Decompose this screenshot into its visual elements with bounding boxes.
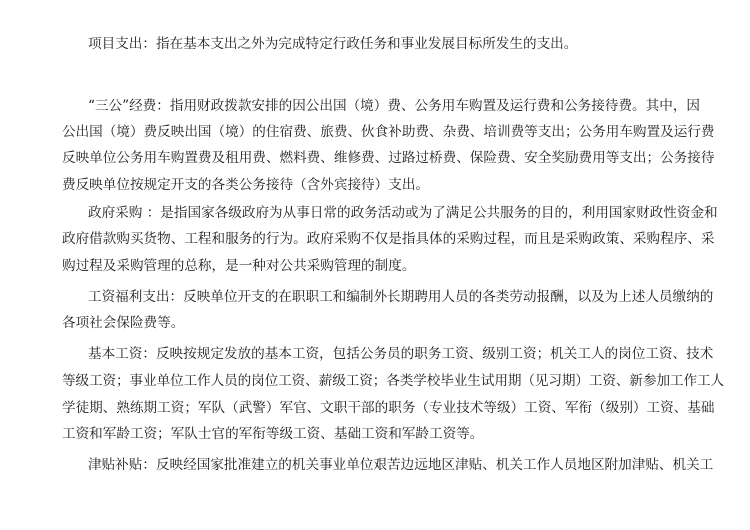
text-line: 购过程及采购管理的总称，是一种对公共采购管理的制度。 bbox=[62, 258, 416, 274]
text-line: 项目支出：指在基本支出之外为完成特定行政任务和事业发展目标所发生的支出。 bbox=[88, 36, 578, 52]
text-line: 等级工资；事业单位工作人员的岗位工资、薪级工资；各类学校毕业生试用期（见习期）工资、新参加工作工人 bbox=[62, 373, 725, 389]
text-line: 工资和军龄工资；军队士官的军衔等级工资、基础工资和军龄工资等。 bbox=[62, 426, 484, 442]
text-line: 津贴补贴：反映经国家批准建立的机关事业单位艰苦边远地区津贴、机关工作人员地区附加津贴、机关工 bbox=[88, 457, 714, 473]
text-line: 工资福利支出：反映单位开支的在职职工和编制外长期聘用人员的各类劳动报酬，以及为上述人员缴纳的 bbox=[88, 289, 714, 305]
text-line: 各项社会保险费等。 bbox=[62, 315, 185, 331]
text-line: “三公”经费：指用财政拨款安排的因公出国（境）费、公务用车购置及运行费和公务接待费。其中，因 bbox=[88, 98, 701, 114]
text-line: 基本工资：反映按规定发放的基本工资，包括公务员的职务工资、级别工资；机关工人的岗位工资、技术 bbox=[88, 346, 714, 362]
text-line: 反映单位公务用车购置费及租用费、燃料费、维修费、过路过桥费、保险费、安全奖励费用等支出；公务接待 bbox=[62, 150, 715, 166]
text-line: 政府借款购买货物、工程和服务的行为。政府采购不仅是指具体的采购过程，而且是采购政策、采购程序、采 bbox=[62, 231, 715, 247]
text-line: 费反映单位按规定开支的各类公务接待（含外宾接待）支出。 bbox=[62, 177, 430, 193]
text-line: 公出国（境）费反映出国（境）的住宿费、旅费、伙食补助费、杂费、培训费等支出；公务用车购置及运行费 bbox=[62, 124, 715, 140]
text-line: 政府采购 ：是指国家各级政府为从事日常的政务活动或为了满足公共服务的目的，利用国家财政性资金和 bbox=[88, 205, 718, 221]
text-line: 学徒期、熟练期工资；军队（武警）军官、文职干部的职务（专业技术等级）工资、军衔（级别）工资、基础 bbox=[62, 400, 715, 416]
